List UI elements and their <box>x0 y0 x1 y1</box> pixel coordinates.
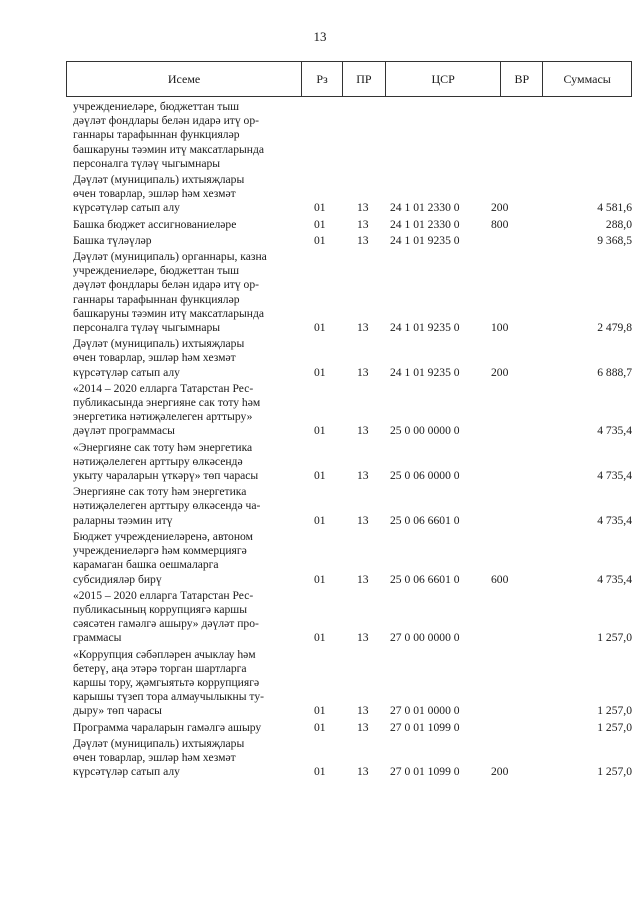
row-name-line: күрсәтүләр сатып алу <box>73 201 180 215</box>
row-name-line: раларны тәэмин итү <box>73 513 173 527</box>
row-name-line: Энергияне сак тоту һәм энергетика <box>73 485 247 499</box>
cell-csr: 27 0 01 1099 0 <box>390 765 460 779</box>
cell-csr: 27 0 01 1099 0 <box>390 720 460 734</box>
row-name-line: дәүләт фондлары белән идарә итү ор- <box>73 278 260 292</box>
cell-pr: 13 <box>357 321 369 335</box>
cell-sum: 4 735,4 <box>597 424 632 438</box>
cell-rz: 01 <box>314 720 326 734</box>
row-name-line: бетерү, аңа этәрә торган шартларга <box>73 661 247 675</box>
row-name-line: дәүләт фондлары белән идарә итү ор- <box>73 114 260 128</box>
cell-rz: 01 <box>314 631 326 645</box>
row-name-line: Башка түләүләр <box>73 233 152 247</box>
row-name-line: «Энергияне сак тоту һәм энергетика <box>73 440 253 454</box>
row-name-line: күрсәтүләр сатып алу <box>73 365 180 379</box>
cell-rz: 01 <box>314 233 326 247</box>
table-body <box>66 100 632 781</box>
row-name-line: дәүләт программасы <box>73 424 175 438</box>
row-name-line: Программа чараларын гамәлгә ашыру <box>73 720 262 734</box>
row-name-line: учреждениеләргә һәм коммерциягә <box>73 544 247 558</box>
cell-rz: 01 <box>314 704 326 718</box>
row-name <box>66 234 298 248</box>
cell-sum: 1 257,0 <box>597 704 632 718</box>
cell-pr: 13 <box>357 365 369 379</box>
row-name <box>66 100 298 171</box>
cell-pr: 13 <box>357 513 369 527</box>
page-number: 13 <box>313 29 327 44</box>
cell-pr: 13 <box>357 631 369 645</box>
cell-sum: 9 368,5 <box>597 233 632 247</box>
row-name-line: өчен товарлар, эшләр һәм хезмәт <box>73 750 236 764</box>
cell-csr: 24 1 01 9235 0 <box>390 321 460 335</box>
header-vr: ВР <box>501 62 543 96</box>
table-row <box>66 485 632 528</box>
cell-pr: 13 <box>357 765 369 779</box>
row-name-line: ганнары тарафыннан функцияләр <box>73 128 240 142</box>
cell-sum: 6 888,7 <box>597 365 632 379</box>
table-row <box>66 737 632 780</box>
cell-rz: 01 <box>314 365 326 379</box>
cell-rz: 01 <box>314 765 326 779</box>
cell-csr: 24 1 01 2330 0 <box>390 217 460 231</box>
header-sum: Суммасы <box>563 71 611 86</box>
cell-pr: 13 <box>357 424 369 438</box>
row-name-line: сәясәтен гамәлгә ашыру» дәүләт про- <box>73 617 259 631</box>
row-name <box>66 648 298 719</box>
row-name <box>66 737 298 780</box>
cell-rz: 01 <box>314 424 326 438</box>
cell-vr: 800 <box>491 217 509 231</box>
row-name-line: башкаруны тәэмин итү максатларында <box>73 306 265 320</box>
row-name-line: укыту чараларын үткәрү» төп чарасы <box>73 469 259 483</box>
cell-csr: 27 0 01 0000 0 <box>390 704 460 718</box>
row-name-line: учреждениеләре, бюджеттан тыш <box>73 264 240 278</box>
table-row <box>66 441 632 484</box>
table-row <box>66 218 632 232</box>
cell-sum: 1 257,0 <box>597 720 632 734</box>
cell-csr: 25 0 00 0000 0 <box>390 424 460 438</box>
table-row <box>66 648 632 719</box>
cell-rz: 01 <box>314 201 326 215</box>
row-name-line: каршы тору, җәмгыятьтә коррупциягә <box>73 675 260 689</box>
row-name <box>66 530 298 587</box>
cell-csr: 24 1 01 2330 0 <box>390 201 460 215</box>
row-name-line: публикасының коррупциягә каршы <box>73 602 248 616</box>
cell-sum: 4 581,6 <box>597 201 632 215</box>
cell-csr: 25 0 06 6601 0 <box>390 513 460 527</box>
table-row <box>66 382 632 439</box>
cell-rz: 01 <box>314 572 326 586</box>
cell-sum: 4 735,4 <box>597 469 632 483</box>
cell-vr: 100 <box>491 321 509 335</box>
table-row <box>66 250 632 335</box>
cell-sum: 288,0 <box>605 217 632 231</box>
row-name <box>66 485 298 528</box>
row-name-line: карышы түзеп тора алмаучылыкны ту- <box>73 690 264 704</box>
row-name-line: өчен товарлар, эшләр һәм хезмәт <box>73 351 236 365</box>
row-name <box>66 337 298 380</box>
row-name <box>66 218 298 232</box>
row-name-line: Дәүләт (муниципаль) ихтыяҗлары <box>73 736 245 750</box>
cell-sum: 1 257,0 <box>597 631 632 645</box>
row-name <box>66 382 298 439</box>
table-header <box>66 61 632 97</box>
row-name-line: дыру» төп чарасы <box>73 704 162 718</box>
row-name-line: «2014 – 2020 елларга Татарстан Рес- <box>73 381 254 395</box>
row-name-line: субсидияләр бирү <box>73 572 162 586</box>
row-name <box>66 589 298 646</box>
cell-vr: 200 <box>491 765 509 779</box>
row-name-line: Дәүләт (муниципаль) ихтыяҗлары <box>73 337 245 351</box>
cell-sum: 1 257,0 <box>597 765 632 779</box>
row-name-line: күрсәтүләр сатып алу <box>73 765 180 779</box>
cell-csr: 25 0 06 6601 0 <box>390 572 460 586</box>
row-name-line: карамаган башка оешмаларга <box>73 558 219 572</box>
row-name-line: «2015 – 2020 елларга Татарстан Рес- <box>73 588 254 602</box>
row-name-line: Бюджет учреждениеләренә, автоном <box>73 529 253 543</box>
cell-rz: 01 <box>314 217 326 231</box>
table-row <box>66 337 632 380</box>
table-row <box>66 234 632 248</box>
row-name-line: учреждениеләре, бюджеттан тыш <box>73 100 240 113</box>
cell-pr: 13 <box>357 704 369 718</box>
cell-sum: 2 479,8 <box>597 321 632 335</box>
cell-csr: 27 0 00 0000 0 <box>390 631 460 645</box>
row-name-line: персоналга түләү чыгымнары <box>73 321 221 335</box>
row-name-line: публикасында энергияне сак тоту һәм <box>73 396 261 410</box>
cell-csr: 24 1 01 9235 0 <box>390 365 460 379</box>
cell-rz: 01 <box>314 321 326 335</box>
cell-pr: 13 <box>357 469 369 483</box>
cell-sum: 4 735,4 <box>597 572 632 586</box>
row-name-line: Башка бюджет ассигнованиеләре <box>73 217 237 231</box>
table-row <box>66 721 632 735</box>
table-row <box>66 173 632 216</box>
header-csr: ЦСР <box>386 62 502 96</box>
row-name-line: персоналга түләү чыгымнары <box>73 156 221 170</box>
header-name: Исеме <box>67 62 302 96</box>
cell-pr: 13 <box>357 233 369 247</box>
cell-sum: 4 735,4 <box>597 513 632 527</box>
row-name <box>66 441 298 484</box>
row-name-line: Дәүләт (муниципаль) органнары, казна <box>73 250 267 264</box>
row-name <box>66 173 298 216</box>
cell-csr: 24 1 01 9235 0 <box>390 233 460 247</box>
cell-pr: 13 <box>357 217 369 231</box>
row-name <box>66 250 298 335</box>
row-name-line: нәтиҗәлелеген арттыру өлкәсендә <box>73 454 243 468</box>
row-name-line: башкаруны тәэмин итү максатларында <box>73 142 265 156</box>
cell-pr: 13 <box>357 201 369 215</box>
header-rz: Рз <box>302 62 343 96</box>
row-name-line: ганнары тарафыннан функцияләр <box>73 292 240 306</box>
cell-vr: 200 <box>491 365 509 379</box>
cell-vr: 200 <box>491 201 509 215</box>
cell-pr: 13 <box>357 572 369 586</box>
row-name-line: энергетика нәтиҗәлелеген арттыру» <box>73 410 253 424</box>
row-name-line: өчен товарлар, эшләр һәм хезмәт <box>73 187 236 201</box>
cell-vr: 600 <box>491 572 509 586</box>
row-name <box>66 721 298 735</box>
row-name-line: «Коррупция сәбәпләрен ачыклау һәм <box>73 647 256 661</box>
row-name-line: нәтиҗәлелеген арттыру өлкәсендә ча- <box>73 499 261 513</box>
cell-csr: 25 0 06 0000 0 <box>390 469 460 483</box>
row-name-line: Дәүләт (муниципаль) ихтыяҗлары <box>73 173 245 187</box>
header-pr: ПР <box>343 62 386 96</box>
row-name-line: граммасы <box>73 631 122 645</box>
table-row <box>66 589 632 646</box>
cell-rz: 01 <box>314 513 326 527</box>
table-row <box>66 100 632 171</box>
cell-rz: 01 <box>314 469 326 483</box>
cell-pr: 13 <box>357 720 369 734</box>
table-row <box>66 530 632 587</box>
